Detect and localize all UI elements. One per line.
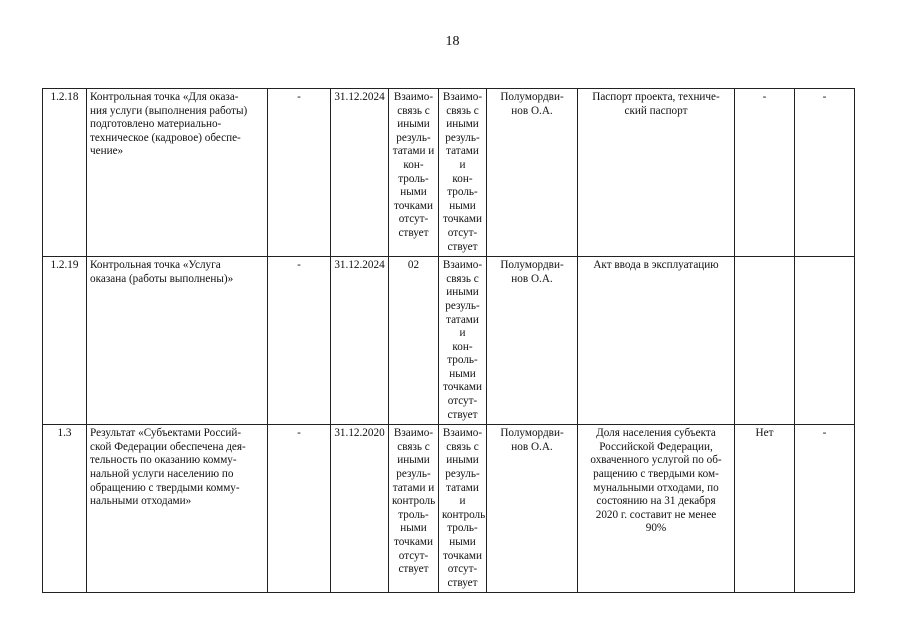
- result-document: Акт ввода в эксплуатацию: [578, 257, 735, 425]
- control-level: [735, 257, 795, 425]
- info-system: -: [795, 425, 855, 593]
- result-document: Паспорт проекта, техниче- ский паспорт: [578, 89, 735, 257]
- control-level: Нет: [735, 425, 795, 593]
- start-date: -: [268, 89, 331, 257]
- link-relation: Взаимо- связь с иными резуль- татами и кон- троль- ными точками отсут- ствует: [439, 89, 487, 257]
- control-points-table: [42, 88, 855, 593]
- row-number: 1.3: [43, 425, 87, 593]
- row-title: Контрольная точка «Услуга оказана (работы выполнены)»: [87, 257, 268, 425]
- start-date: -: [268, 257, 331, 425]
- page-number: 18: [445, 34, 460, 49]
- table-row: [43, 89, 855, 257]
- responsible-person: Полумордви- нов О.А.: [487, 425, 578, 593]
- end-date: 31.12.2024: [331, 257, 389, 425]
- end-date: 31.12.2024: [331, 89, 389, 257]
- info-system: -: [795, 89, 855, 257]
- end-date: 31.12.2020: [331, 425, 389, 593]
- responsible-person: Полумордви- нов О.А.: [487, 257, 578, 425]
- link-relation: Взаимо- связь с иными резуль- татами и контроль троль- ными точками отсут- ствует: [439, 425, 487, 593]
- row-title: Результат «Субъектами Россий- ской Федерации обеспечена дея- тельность по оказанию комму- нальной услуги населению по обращению с твердыми комму- нальными отходами»: [87, 425, 268, 593]
- row-number: 1.2.19: [43, 257, 87, 425]
- result-document: Доля населения субъекта Российской Федерации, охваченного услугой по об- ращению с твердыми ком- мунальными отходами, по состоянию на 31 декабря 2020 г. составит не менее 90%: [578, 425, 735, 593]
- start-date: -: [268, 425, 331, 593]
- responsible-person: Полумордви- нов О.А.: [487, 89, 578, 257]
- link-type: Взаимо- связь с иными резуль- татами и кон- троль- ными точками отсут- ствует: [389, 89, 439, 257]
- table-row: [43, 425, 855, 593]
- info-system: [795, 257, 855, 425]
- link-type: Взаимо- связь с иными резуль- татами и контроль троль- ными точками отсут- ствует: [389, 425, 439, 593]
- control-level: -: [735, 89, 795, 257]
- row-title: Контрольная точка «Для оказа- ния услуги (выполнения работы) подготовлено материально- техническое (кадровое) обеспе- чение»: [87, 89, 268, 257]
- link-relation: Взаимо- связь с иными резуль- татами и кон- троль- ными точками отсут- ствует: [439, 257, 487, 425]
- table-row: [43, 257, 855, 425]
- link-type: 02: [389, 257, 439, 425]
- row-number: 1.2.18: [43, 89, 87, 257]
